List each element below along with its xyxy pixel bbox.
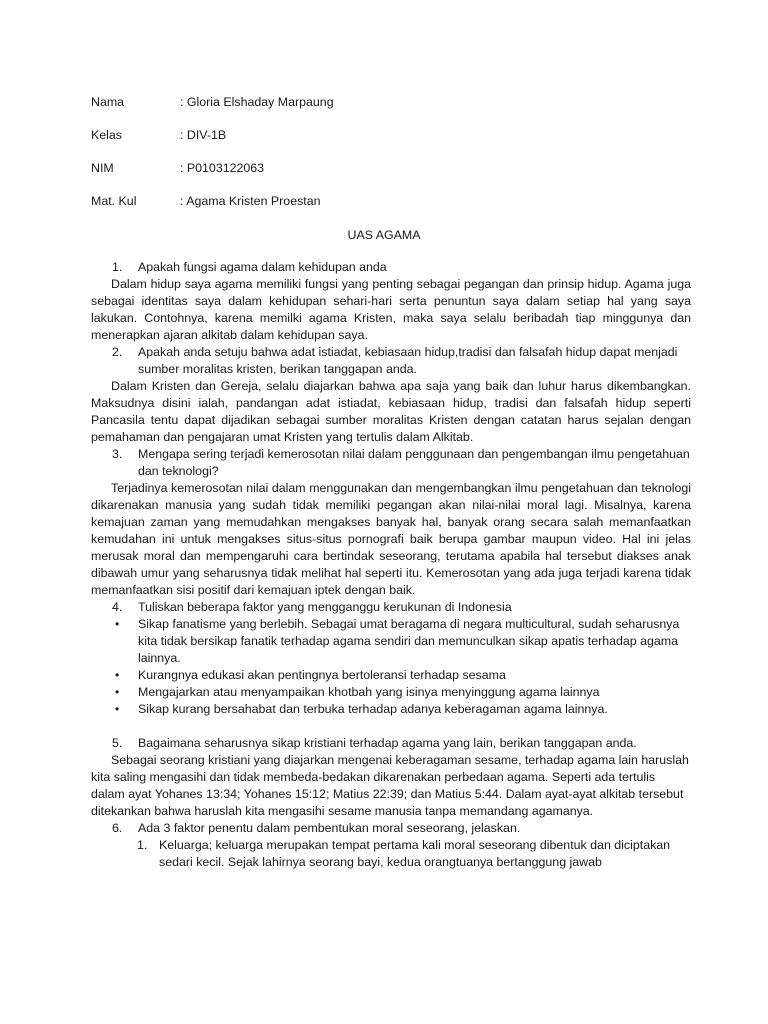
matkul-label: Mat. Kul bbox=[91, 194, 137, 208]
bullet-icon: • bbox=[115, 685, 120, 699]
bullet-text: Kurangnya edukasi akan pentingnya bertoleransi terhadap sesama bbox=[138, 668, 506, 682]
question-number: 5. bbox=[112, 736, 123, 750]
question-text: Mengapa sering terjadi kemerosotan nilai dalam penggunaan dan pengembangan ilmu pengetahuan dan teknologi? bbox=[138, 447, 690, 478]
question-text: Apakah anda setuju bahwa adat istiadat, kebiasaan hidup,tradisi dan falsafah hidup dapat menjadi sumber moralitas kristen, berikan tanggapan anda. bbox=[138, 345, 678, 376]
question-number: 6. bbox=[112, 821, 123, 835]
question-number: 2. bbox=[112, 345, 123, 359]
bullet-text: Sikap kurang bersahabat dan terbuka terhadap adanya keberagaman agama lainnya. bbox=[138, 702, 608, 716]
bullet-text: Mengajarkan atau menyampaikan khotbah yang isinya menyinggung agama lainnya bbox=[138, 685, 600, 699]
question-number: 1. bbox=[112, 260, 123, 274]
question-text: Ada 3 faktor penentu dalam pembentukan moral seseorang, jelaskan. bbox=[138, 821, 521, 835]
kelas-label: Kelas bbox=[91, 128, 122, 142]
page-title: UAS AGAMA bbox=[347, 228, 421, 242]
question-4 bbox=[91, 599, 691, 616]
question-3 bbox=[91, 446, 691, 480]
question-5 bbox=[91, 735, 691, 752]
sub-item-text: Keluarga; keluarga merupakan tempat pertama kali moral seseorang dibentuk dan diciptakan sedari kecil. Sejak lahirnya seorang bayi, kedua orangtuanya bertanggung jawab bbox=[159, 838, 671, 869]
sub-item-number: 1. bbox=[137, 838, 148, 852]
question-text: Tuliskan beberapa faktor yang mengganggu kerukunan di Indonesia bbox=[138, 600, 512, 614]
question-number: 4. bbox=[112, 600, 123, 614]
question-2 bbox=[91, 344, 691, 378]
sub-item-1 bbox=[91, 837, 691, 871]
answer-1: Dalam hidup saya agama memiliki fungsi yang penting sebagai pegangan dan prinsip hidup. Agama juga sebagai identitas saya dalam kehidupan sehari-hari serta penuntun saya dalam setiap hal yang saya lakukan. Contohnya, karena memilki agama Kristen, maka saya selalu beribadah tiap minggunya dan menerapkan ajaran alkitab dalam kehidupan saya. bbox=[91, 277, 691, 342]
question-text: Apakah fungsi agama dalam kehidupan anda bbox=[138, 260, 387, 274]
question-text: Bagaimana seharusnya sikap kristiani terhadap agama yang lain, berikan tanggapan anda. bbox=[138, 736, 637, 750]
bullet-item bbox=[91, 616, 691, 667]
bullet-item bbox=[91, 684, 691, 701]
bullet-item bbox=[91, 667, 691, 684]
matkul-value: : Agama Kristen Proestan bbox=[180, 194, 321, 208]
question-6 bbox=[91, 820, 691, 837]
bullet-icon: • bbox=[115, 668, 120, 682]
bullet-icon: • bbox=[115, 617, 120, 631]
kelas-value: : DIV-1B bbox=[180, 128, 227, 142]
answer-2: Dalam Kristen dan Gereja, selalu diajarkan bahwa apa saja yang baik dan luhur harus dikembangkan. Maksudnya disini ialah, pandangan adat istiadat, kebiasaan hidup, tradisi dan falsafah hidup seperti Pancasila tentu dapat dijadikan sebagai sumber moralitas Kristen dengan catatan harus sejalan dengan pemahaman dan pengajaran umat Kristen yang tertulis dalam Alkitab. bbox=[91, 379, 691, 444]
nim-value: : P0103122063 bbox=[180, 161, 265, 175]
bullet-item bbox=[91, 701, 691, 718]
bullet-text: Sikap fanatisme yang berlebih. Sebagai umat beragama di negara multicultural, sudah seharusnya kita tidak bersikap fanatik terhadap agama sendiri dan memunculkan sikap apatis terhadap agama lainnya. bbox=[138, 617, 680, 665]
nama-value: : Gloria Elshaday Marpaung bbox=[180, 95, 334, 109]
bullet-icon: • bbox=[115, 702, 120, 716]
document-body bbox=[91, 259, 691, 871]
question-1 bbox=[91, 259, 691, 276]
nim-label: NIM bbox=[91, 161, 114, 175]
question-number: 3. bbox=[112, 447, 123, 461]
answer-5: Sebagai seorang kristiani yang diajarkan mengenai keberagaman sesame, terhadap agama lain haruslah kita saling mengasihi dan tidak membeda-bedakan dikarenakan perbedaan agama. Seperti ada tertulis dalam ayat Yohanes 13:34; Yohanes 15:12; Matius 22:39; dan Matius 5:44. Dalam ayat-ayat alkitab tersebut ditekankan bahwa haruslah kita mengasihi sesame manusia tanpa memandang agamanya. bbox=[91, 753, 689, 818]
answer-3: Terjadinya kemerosotan nilai dalam menggunakan dan mengembangkan ilmu pengetahuan dan teknologi dikarenakan manusia yang sudah tidak memiliki pegangan akan nilai-nilai moral lagi. Misalnya, karena kemajuan zaman yang memudahkan mengakses banyak hal, banyak orang secara salah memanfaatkan kemudahan ini untuk mengakses situs-situs pornografi baik berupa gambar maupun video. Hal ini jelas merusak moral dan mempengaruhi cara bertindak seseorang, terutama apabila hal tersebut diakses anak dibawah umur yang seharusnya tidak melihat hal seperti itu. Kemerosotan yang ada juga terjadi karena tidak memanfaatkan sisi positif dari kemajuan iptek dengan baik. bbox=[91, 481, 691, 597]
nama-label: Nama bbox=[91, 95, 125, 109]
spacer bbox=[91, 718, 691, 735]
